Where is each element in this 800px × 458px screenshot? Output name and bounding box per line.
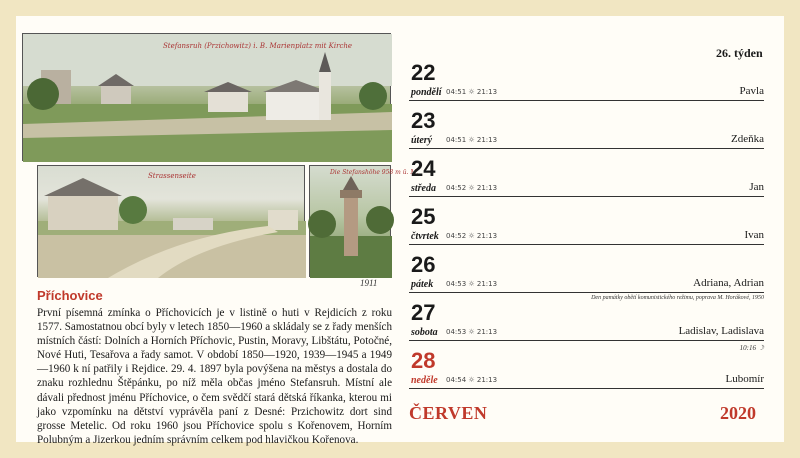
day-row xyxy=(409,110,764,158)
photo-year: 1911 xyxy=(360,278,378,288)
day-name: středa xyxy=(411,183,436,194)
photo-bottom-right-caption: Die Stefanshöhe 958 m ü. M. xyxy=(330,169,419,176)
year: 2020 xyxy=(720,403,756,423)
day-note: Den památky obětí komunistického režimu, poprava M. Horákové, 1950 xyxy=(591,295,764,301)
day-row xyxy=(409,254,764,302)
sun-times: 04:53 ☼ 21:13 xyxy=(446,280,498,288)
day-name: úterý xyxy=(411,135,433,146)
moon-phase: 10:16 ☽ xyxy=(739,344,764,352)
day-number: 25 xyxy=(411,204,436,229)
nameday: Pavla xyxy=(739,85,764,97)
nameday: Adriana, Adrian xyxy=(693,277,764,289)
sun-times: 04:52 ☼ 21:13 xyxy=(446,232,498,240)
postcard-photo-bottom-left xyxy=(37,165,305,277)
day-number: 24 xyxy=(411,156,436,181)
day-number: 23 xyxy=(411,108,436,133)
street-scene-illustration xyxy=(38,166,306,278)
postcard-photo-bottom-right xyxy=(309,165,419,277)
nameday: Lubomír xyxy=(725,373,764,385)
sun-times: 04:52 ☼ 21:13 xyxy=(446,184,498,192)
sun-times: 04:51 ☼ 21:13 xyxy=(446,136,498,144)
day-number: 27 xyxy=(411,300,436,325)
nameday: Ladislav, Ladislava xyxy=(678,325,764,337)
lookout-tower-illustration xyxy=(310,166,419,278)
day-number: 22 xyxy=(411,60,436,85)
village-church-illustration xyxy=(23,34,392,162)
day-divider xyxy=(409,388,764,389)
week-number: 26. týden xyxy=(716,46,763,60)
day-divider xyxy=(409,100,764,101)
nameday: Ivan xyxy=(744,229,764,241)
day-divider xyxy=(409,292,764,293)
day-row xyxy=(409,62,764,110)
day-name: pondělí xyxy=(411,87,442,98)
day-number: 26 xyxy=(411,252,436,277)
day-divider xyxy=(409,340,764,341)
day-name: pátek xyxy=(411,279,434,290)
nameday: Jan xyxy=(749,181,764,193)
photo-bottom-left-caption: Strassenseite xyxy=(148,172,196,180)
postcard-photo-top xyxy=(22,33,391,161)
month-name: ČERVEN xyxy=(409,403,488,423)
day-name: čtvrtek xyxy=(411,231,439,242)
sun-times: 04:54 ☼ 21:13 xyxy=(446,376,498,384)
day-divider xyxy=(409,196,764,197)
day-row xyxy=(409,158,764,206)
day-divider xyxy=(409,148,764,149)
day-number: 28 xyxy=(411,348,436,373)
photo-top-caption: Stefansruh (Przichowitz) i. B. Marienplatz mit Kirche xyxy=(163,42,353,50)
day-row xyxy=(409,302,764,350)
day-row xyxy=(409,350,764,398)
day-row xyxy=(409,206,764,254)
sun-times: 04:53 ☼ 21:13 xyxy=(446,328,498,336)
sun-times: 04:51 ☼ 21:13 xyxy=(446,88,498,96)
day-name: neděle xyxy=(411,375,438,386)
nameday: Zdeňka xyxy=(731,133,764,145)
day-divider xyxy=(409,244,764,245)
article-title: Příchovice xyxy=(37,288,103,303)
article-body: První písemná zmínka o Příchovicích je v listině o huti v Rejdicích z roku 1577. Samostatnou obcí byly v letech 1850—1960 a skládaly se z řady menších místních částí: Dolních a Horních Příchovic, Pustin, Moravy, Libštátu, Potočné, Nové Huti, Tesařova a řady samot. V období 1850—1920, 1939—1945 a 1949—1960 k ní patřily i Rejdice. 29. 4. 1897 byla povýšena na městys a dostala do znaku rozhlednu Štěpánku, po níž měla občas jméno Stefansruh. Místní ale dávali přednost jménu Příchovice, o čem svědčí stará dětská říkanka, kterou mi jako vzpomínku na dětství vyprávěla paní z Desné: Przichowitz dort sind grosse Metelic. Od roku 1960 jsou Příchovice spolu s Kořenovem, Horním Polubným a Jizerkou jedním správním celkem pod hlavičkou Kořenova. xyxy=(37,307,392,446)
day-name: sobota xyxy=(411,327,438,338)
